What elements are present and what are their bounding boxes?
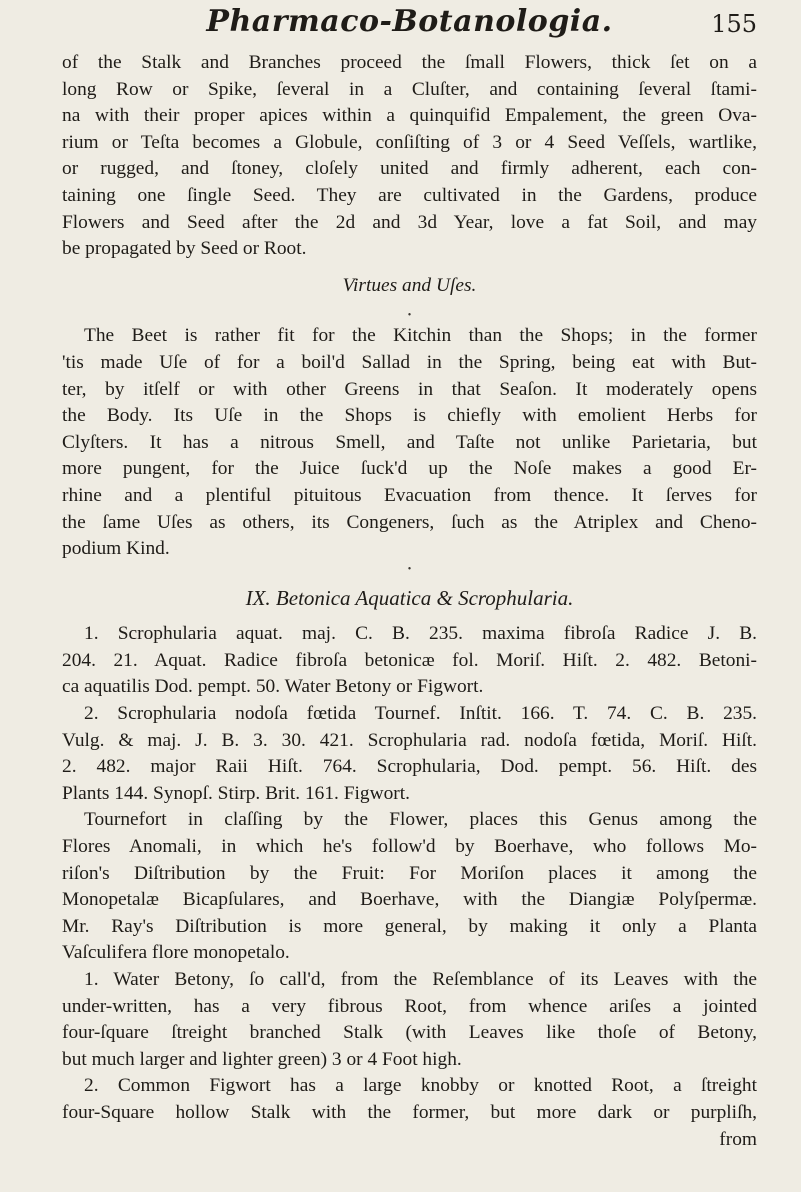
page-header <box>62 0 757 50</box>
text-line: Vulg. & maj. J. B. 3. 30. 421. Scrophularia rad. nodoſa fœtida, Moriſ. Hiſt. <box>62 729 757 751</box>
paragraph-scrophularia <box>62 621 757 1153</box>
text-line: rhine and a plentiful pituitous Evacuation from thence. It ſerves for <box>62 484 757 506</box>
text-line: long Row or Spike, ſeveral in a Cluſter, and containing ſeveral ſtami- <box>62 78 757 100</box>
text-line: 2. 482. major Raii Hiſt. 764. Scrophularia, Dod. pempt. 56. Hiſt. des <box>62 756 757 778</box>
text-line: 2. Common Figwort has a large knobby or knotted Root, a ſtreight <box>84 1075 757 1097</box>
text-line: Plants 144. Synopſ. Stirp. Brit. 161. Figwort. <box>62 782 410 804</box>
ornament-dot: • <box>407 310 412 322</box>
text-line: 1. Water Betony, ſo call'd, from the Reſemblance of its Leaves with the <box>84 969 757 990</box>
text-line: ter, by itſelf or with other Greens in that Seaſon. It moderately opens <box>62 378 757 400</box>
text-line: four-ſquare ſtreight branched Stalk (with Leaves like thoſe of Betony, <box>62 1022 757 1044</box>
chapter-heading: IX. Betonica Aquatica & Scrophularia. <box>245 585 574 610</box>
text-line: 1. Scrophularia aquat. maj. C. B. 235. maxima fibroſa Radice J. B. <box>84 623 757 645</box>
text-line: Monopetalæ Bicapſulares, and Boerhave, with the Diangiæ Polyſpermæ. <box>62 889 757 911</box>
text-line: the Body. Its Uſe in the Shops is chiefly with emolient Herbs for <box>62 405 757 427</box>
text-line: Flores Anomali, in which he's follow'd by Boerhave, who follows Mo- <box>62 836 757 858</box>
text-line: rium or Teſta becomes a Globule, conſiſting of 3 or 4 Seed Veſſels, wartlike, <box>62 131 757 153</box>
text-line: The Beet is rather fit for the Kitchin than the Shops; in the former <box>84 325 757 347</box>
text-line: Vaſculifera flore monopetalo. <box>62 942 290 964</box>
text-line: Mr. Ray's Diſtribution is more general, by making it only a Planta <box>62 915 757 937</box>
text-line: Clyſters. It has a nitrous Smell, and Taſte not unlike Parietaria, but <box>62 431 757 453</box>
text-line: under-written, has a very fibrous Root, from whence ariſes a jointed <box>62 995 757 1017</box>
catchword: from <box>719 1128 757 1150</box>
text-line: 2. Scrophularia nodoſa fœtida Tournef. Inſtit. 166. T. 74. C. B. 235. <box>84 703 757 725</box>
section-heading: Virtues and Uſes. <box>342 274 477 296</box>
text-line: na with their proper apices within a quinquifid Empalement, the green Ova- <box>62 105 757 127</box>
text-line: but much larger and lighter green) 3 or 4 Foot high. <box>62 1048 462 1070</box>
body-text <box>62 50 757 1153</box>
text-line: Tournefort in claſſing by the Flower, places this Genus among the <box>84 809 757 831</box>
text-line: of the Stalk and Branches proceed the ſmall Flowers, thick ſet on a <box>62 52 757 73</box>
text-line: 204. 21. Aquat. Radice fibroſa betonicæ fol. Moriſ. Hiſt. 2. 482. Betoni- <box>62 649 757 671</box>
paragraph-stalk <box>62 50 757 263</box>
ornament-dot: • <box>407 563 412 575</box>
text-line: or rugged, and ſtoney, cloſely united and firmly adherent, each con- <box>62 158 757 180</box>
text-line: 'tis made Uſe of for a boil'd Sallad in the Spring, being eat with But- <box>62 351 757 373</box>
text-line: more pungent, for the Juice ſuck'd up the Noſe makes a good Er- <box>62 458 757 480</box>
text-line: ca aquatilis Dod. pempt. 50. Water Betony or Figwort. <box>62 676 484 698</box>
text-line: the ſame Uſes as others, its Congeners, ſuch as the Atriplex and Cheno- <box>62 511 757 533</box>
page-number: 155 <box>711 10 757 38</box>
paragraph-virtues <box>62 323 757 562</box>
text-line: be propagated by Seed or Root. <box>62 238 307 260</box>
running-title: Pharmaco-Botanologia. <box>206 4 613 39</box>
text-line: riſon's Diſtribution by the Fruit: For Moriſon places it among the <box>62 862 757 884</box>
text-line: taining one ſingle Seed. They are cultivated in the Gardens, produce <box>62 184 757 206</box>
text-line: podium Kind. <box>62 538 170 560</box>
text-line: four-Square hollow Stalk with the former, but more dark or purpliſh, <box>62 1101 757 1123</box>
text-line: Flowers and Seed after the 2d and 3d Year, love a fat Soil, and may <box>62 211 757 233</box>
